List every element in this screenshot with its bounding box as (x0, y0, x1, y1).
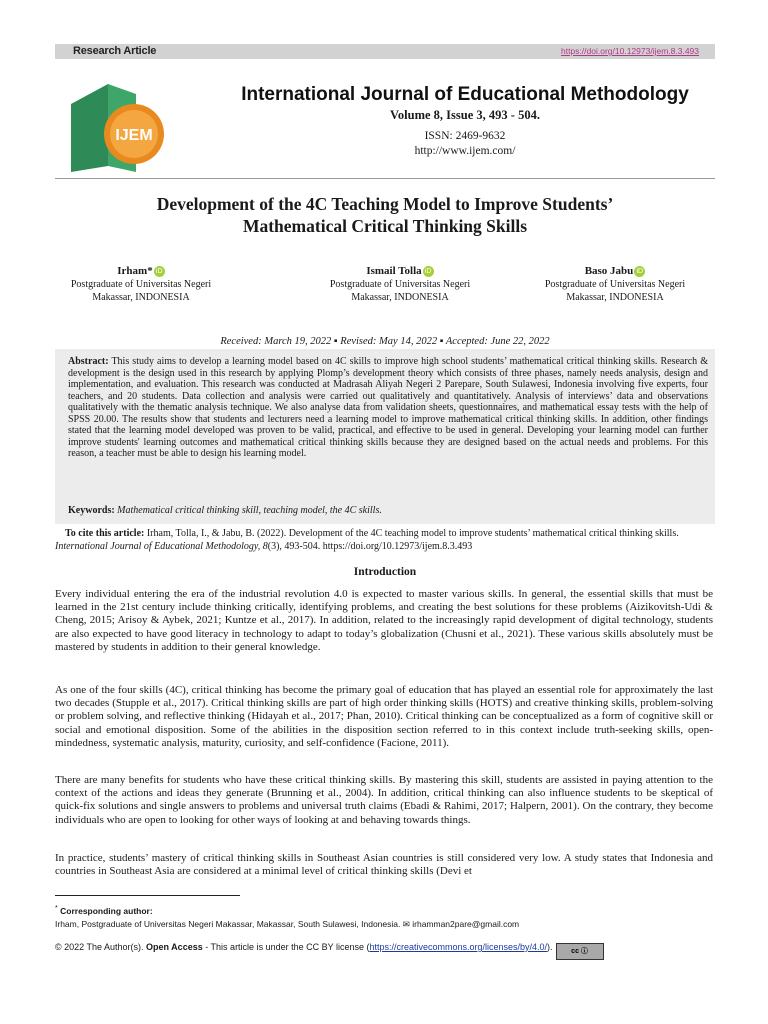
header-bar (55, 44, 715, 59)
author-affiliation: Postgraduate of Universitas Negeri (70, 279, 212, 290)
citation-tail: (3), 493-504. https://doi.org/10.12973/ijem.8.3.493 (267, 540, 473, 552)
cc-by-icon: cc ⓘ (556, 943, 604, 960)
logo-text: IJEM (115, 127, 153, 144)
citation-text: Irham, Tolla, I., & Jabu, B. (2022). Development of the 4C teaching model to improve students’ mathematical critical thinking skills. (144, 528, 679, 539)
footnote-title: Corresponding author: (60, 905, 153, 916)
author-block (295, 265, 505, 304)
header-divider (55, 178, 715, 179)
article-dates: Received: March 19, 2022 ▪ Revised: May 14, 2022 ▪ Accepted: June 22, 2022 (220, 336, 550, 347)
footnote-email[interactable]: irhamman2pare@gmail.com (412, 918, 520, 929)
author-affiliation: Makassar, INDONESIA (566, 292, 664, 303)
footnote-text: Irham, Postgraduate of Universitas Negeri Makassar, Makassar, South Sulawesi, Indonesia. (55, 918, 401, 929)
author-name: Baso Jabu (584, 265, 634, 277)
citation-label: To cite this article: (65, 528, 145, 539)
orcid-icon[interactable]: iD (154, 266, 165, 277)
footnote-divider (55, 895, 240, 896)
author-affiliation: Makassar, INDONESIA (92, 292, 190, 303)
keywords-text: Mathematical critical thinking skill, teaching model, the 4C skills. (117, 505, 382, 516)
doi-link[interactable]: https://doi.org/10.12973/ijem.8.3.493 (561, 46, 699, 56)
paragraph: In practice, students’ mastery of critical thinking skills in Southeast Asian countries is still considered very low. A study states that Indonesia and countries in Southeast Asia are considered at a minimal level of critical thinking skills (Devi et (55, 852, 713, 878)
keywords (68, 505, 708, 516)
paper-title-line2: Mathematical Critical Thinking Skills (242, 216, 528, 236)
footnote-mark: * (55, 904, 58, 912)
open-access-label: Open Access (146, 942, 203, 952)
author-affiliation: Postgraduate of Universitas Negeri (329, 279, 471, 290)
abstract (68, 356, 708, 460)
journal-issue: Volume 8, Issue 3, 493 - 504. (390, 108, 540, 122)
paper-title (70, 193, 700, 237)
orcid-icon[interactable]: iD (634, 266, 645, 277)
journal-issn: ISSN: 2469-9632 (424, 130, 506, 142)
author-affiliation: Makassar, INDONESIA (351, 292, 449, 303)
abstract-label: Abstract: (68, 356, 109, 367)
license-line (55, 942, 715, 960)
footnote (55, 902, 715, 931)
paragraph: Every individual entering the era of the industrial revolution 4.0 is expected to master various skills. In general, the essential skills that must be learned in the 21st century include thinking critically, identifying problems, and creating the best solutions for these problems (Aizikovitsh-Udi & Cheng, 2015; Arisoy & Aybek, 2021; Kuntze et al., 2017). In addition, related to the increasingly rapid development of digital technology, students are also expected to have good literacy in technology to adapt to today’s globalization (Chusni et al., 2021). These various skills absolutely must be mastered by students in addition to their general knowledge. (55, 588, 713, 653)
copyright-text: © 2022 The Author(s). (55, 942, 147, 952)
paragraph: There are many benefits for students who have these critical thinking skills. By mastering this skill, students are assisted in paying attention to the context of the actions and ideas they generate (Brunning et al., 2004). In addition, critical thinking can also influence students to be skeptical of quick-fix solutions and single answers to problems and universal truth claims (Ebadi & Rahimi, 2017; Halpern, 2001). On the contrary, they become individuals who are open to looking for other ways of looking at and behaving towards things. (55, 774, 713, 826)
mail-icon: ✉ (402, 918, 410, 929)
citation (55, 528, 705, 553)
author-name: Ismail Tolla (366, 265, 422, 277)
license-text: - This article is under the CC BY license ( (202, 942, 370, 952)
article-type-label: Research Article (73, 45, 157, 57)
journal-title: International Journal of Educational Methodology (241, 84, 689, 105)
license-tail: ). (547, 942, 553, 952)
keywords-label: Keywords: (68, 505, 115, 516)
author-affiliation: Postgraduate of Universitas Negeri (544, 279, 686, 290)
citation-journal: International Journal of Educational Methodology, 8 (55, 540, 268, 552)
journal-url[interactable]: http://www.ijem.com/ (414, 145, 516, 157)
corresponding-mark: * (147, 265, 153, 277)
section-heading-introduction: Introduction (353, 566, 417, 578)
paragraph: As one of the four skills (4C), critical thinking has become the primary goal of education that has played an essential role for approximately the last two decades (Stupple et al., 2017). Critical thinking skills are part of high order thinking skills (HOTS) and creative thinking skills, problem-solving or problem solving, and reflective thinking (Hidayah et al., 2017; Phan, 2010). Critical thinking can be conceptualized as a form of cognitive skill or social and emotional disposition. Some of the abilities in the disposition section referred to in this context include truth-seeking skills, open-mindedness, systematic analysis, maturity, curiosity, and self-confidence (Facione, 2011). (55, 684, 713, 749)
logo-book-left (71, 84, 108, 172)
journal-logo (66, 76, 168, 176)
author-block (510, 265, 720, 304)
abstract-text: This study aims to develop a learning model based on 4C skills to improve high school students’ mathematical critical thinking skills. Research & development is the design used in this research by applying Plomp’s development theory which consists of three phases, namely needs analysis, design and implementation, and evaluation. This research was conducted at Madrasah Aliyah Negeri 2 Parepare, South Sulawesi, Indonesia involving five experts, four teachers, and 20 students. Data collection and analysis were carried out qualitatively and quantitatively. Analysis of interviews’ data and observations qualitatively with the thematic analysis technique. We also analyse data from validation sheets, questionnaires, and mathematical essay tests with the help of SPSS 20.00. The results show that students and lecturers need a learning model to improve mathematical critical thinking skills. In addition, other findings stated that the learning model developed was proven to be valid, practical, and effective to be used in general. Developing your learning model can further improve students' learning outcomes and mathematical critical thinking skills because they are designed based on the actual needs and problems. For this reason, a teacher must be able to design his learning model. (68, 356, 708, 459)
author-name: Irham (117, 265, 148, 277)
license-link[interactable]: https://creativecommons.org/licenses/by/4.0/ (369, 942, 548, 952)
author-block (36, 265, 246, 304)
paper-title-line1: Development of the 4C Teaching Model to Improve Students’ (156, 194, 614, 214)
orcid-icon[interactable]: iD (423, 266, 434, 277)
